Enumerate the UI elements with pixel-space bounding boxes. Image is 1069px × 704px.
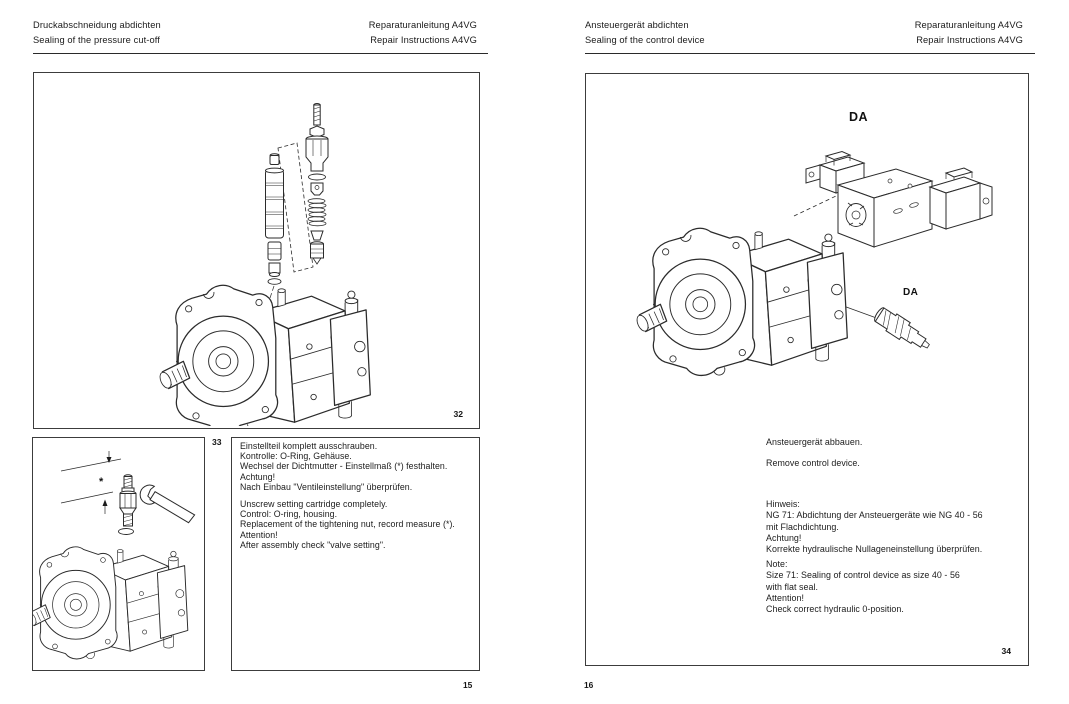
right-page-header: [585, 18, 1023, 48]
text-line: Attention!: [766, 592, 804, 603]
text-line: Korrekte hydraulische Nullageneinstellung überprüfen.: [766, 544, 983, 555]
figure-33-illustration: [33, 438, 202, 668]
subject-title-de: Ansteuergerät abdichten: [585, 20, 689, 30]
manual-title-en: Repair Instructions A4VG: [370, 35, 477, 45]
left-page-header: [33, 18, 477, 48]
da-cartridge-label: DA: [903, 287, 919, 298]
step-33-english-text: [240, 499, 455, 550]
subject-title-en: Sealing of the control device: [585, 35, 705, 45]
step-33-german-text: [240, 441, 447, 492]
wrench-icon: [136, 483, 199, 524]
text-line: Size 71: Sealing of control device as size 40 - 56: [766, 570, 960, 581]
text-line: mit Flachdichtung.: [766, 521, 839, 532]
da-valve-label: DA: [849, 110, 869, 124]
text-line: Attention!: [240, 529, 278, 540]
header-rule: [33, 53, 488, 54]
header-rule: [585, 53, 1035, 54]
note-block: [766, 559, 960, 615]
hinweis-block: [766, 499, 983, 555]
left-page-number: 15: [463, 680, 473, 690]
figure-34-box: [585, 73, 1029, 666]
dimension-marks: [61, 451, 121, 514]
text-line: Einstellteil komplett ausschrauben.: [240, 441, 378, 451]
text-line: Achtung!: [766, 532, 802, 543]
text-line: Replacement of the tightening nut, record measure (*).: [240, 519, 455, 530]
subject-title-en: Sealing of the pressure cut-off: [33, 35, 160, 45]
action-text-en: Remove control device.: [766, 458, 860, 468]
pump-illustration: [158, 285, 370, 426]
figure-34-number: 34: [1001, 646, 1011, 656]
hinweis-title: Hinweis:: [766, 499, 800, 509]
subject-title-de: Druckabschneidung abdichten: [33, 20, 161, 30]
measure-asterisk: *: [99, 476, 104, 488]
text-line: Achtung!: [240, 471, 276, 482]
text-line: Kontrolle: O-Ring, Gehäuse.: [240, 451, 352, 462]
manual-title-de: Reparaturanleitung A4VG: [368, 20, 477, 30]
pump-illustration: [635, 228, 847, 375]
step-33-number: 33: [212, 437, 222, 447]
text-line: NG 71: Abdichtung der Ansteuergeräte wie NG 40 - 56: [766, 510, 983, 521]
figure-32-number: 32: [453, 409, 463, 419]
manual-title-en: Repair Instructions A4VG: [916, 35, 1023, 45]
text-line: After assembly check "valve setting".: [240, 539, 386, 550]
manual-title-de: Reparaturanleitung A4VG: [914, 20, 1023, 30]
pump-illustration: [33, 547, 188, 659]
text-line: Check correct hydraulic 0-position.: [766, 604, 904, 615]
text-line: Wechsel der Dichtmutter - Einstellmaß (*) festhalten.: [240, 461, 448, 472]
da-cartridge-illustration: [872, 305, 934, 355]
setting-cartridge: [119, 475, 137, 535]
exploded-spool-column: [266, 154, 284, 285]
text-line: Control: O-ring, housing.: [240, 509, 338, 520]
figure-33-box: [32, 437, 205, 671]
step-33-textbox: [231, 437, 480, 671]
text-line: Nach Einbau "Ventileinstellung" überprüfen.: [240, 481, 413, 492]
right-page-number: 16: [584, 680, 594, 690]
text-line: with flat seal.: [766, 581, 819, 592]
note-title: Note:: [766, 559, 788, 569]
action-text-de: Ansteuergerät abbauen.: [766, 437, 863, 447]
text-line: Unscrew setting cartridge completely.: [240, 499, 388, 509]
figure-32-box: [33, 72, 480, 429]
figure-34-illustration: [586, 74, 1026, 494]
figure-32-illustration: [34, 73, 477, 426]
control-device-illustration: [806, 152, 992, 248]
